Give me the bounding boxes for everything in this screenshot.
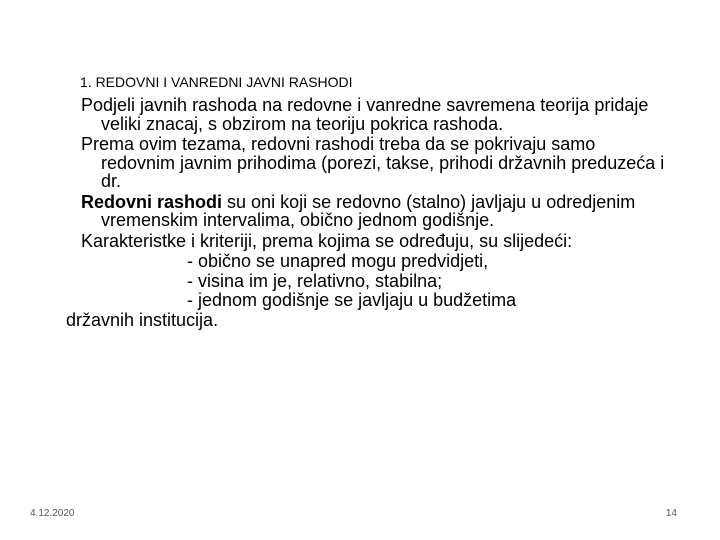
paragraph-criteria-intro: Karakteristke i kriteriji, prema kojima se određuju, su slijedeći:	[81, 230, 573, 251]
slide-heading: 1. REDOVNI I VANREDNI JAVNI RASHODI	[80, 74, 353, 90]
definition-term: Redovni rashodi	[81, 191, 223, 212]
paragraph-podjela: Podjeli javnih rashoda na redovne i vanredne savremena teorija pridaje veliki znacaj, s obzirom na teoriju pokrica rashoda.	[81, 95, 649, 134]
criteria-item: - obično se unapred mogu predvidjeti,	[187, 251, 489, 271]
definition-text: su oni koji se redovno (stalno) javljaju u odredjenim vremenskim intervalima, obično jednom godišnje.	[101, 191, 636, 230]
slide-body	[66, 96, 666, 329]
criteria-tail: državnih institucija.	[66, 309, 219, 330]
slide-number: 14	[665, 508, 677, 519]
criteria-item: - jednom godišnje se javljaju u budžetima	[187, 290, 517, 310]
criteria-list	[66, 252, 666, 310]
criteria-item: - visina im je, relativno, stabilna;	[187, 270, 443, 291]
paragraph-definition	[66, 193, 666, 230]
paragraph-teze: Prema ovim tezama, redovni rashodi treba da se pokrivaju samo redovnim javnim prihodima (porezi, takse, prihodi državnih preduzeća i dr.	[81, 134, 665, 191]
footer-date: 4.12.2020	[30, 508, 75, 519]
